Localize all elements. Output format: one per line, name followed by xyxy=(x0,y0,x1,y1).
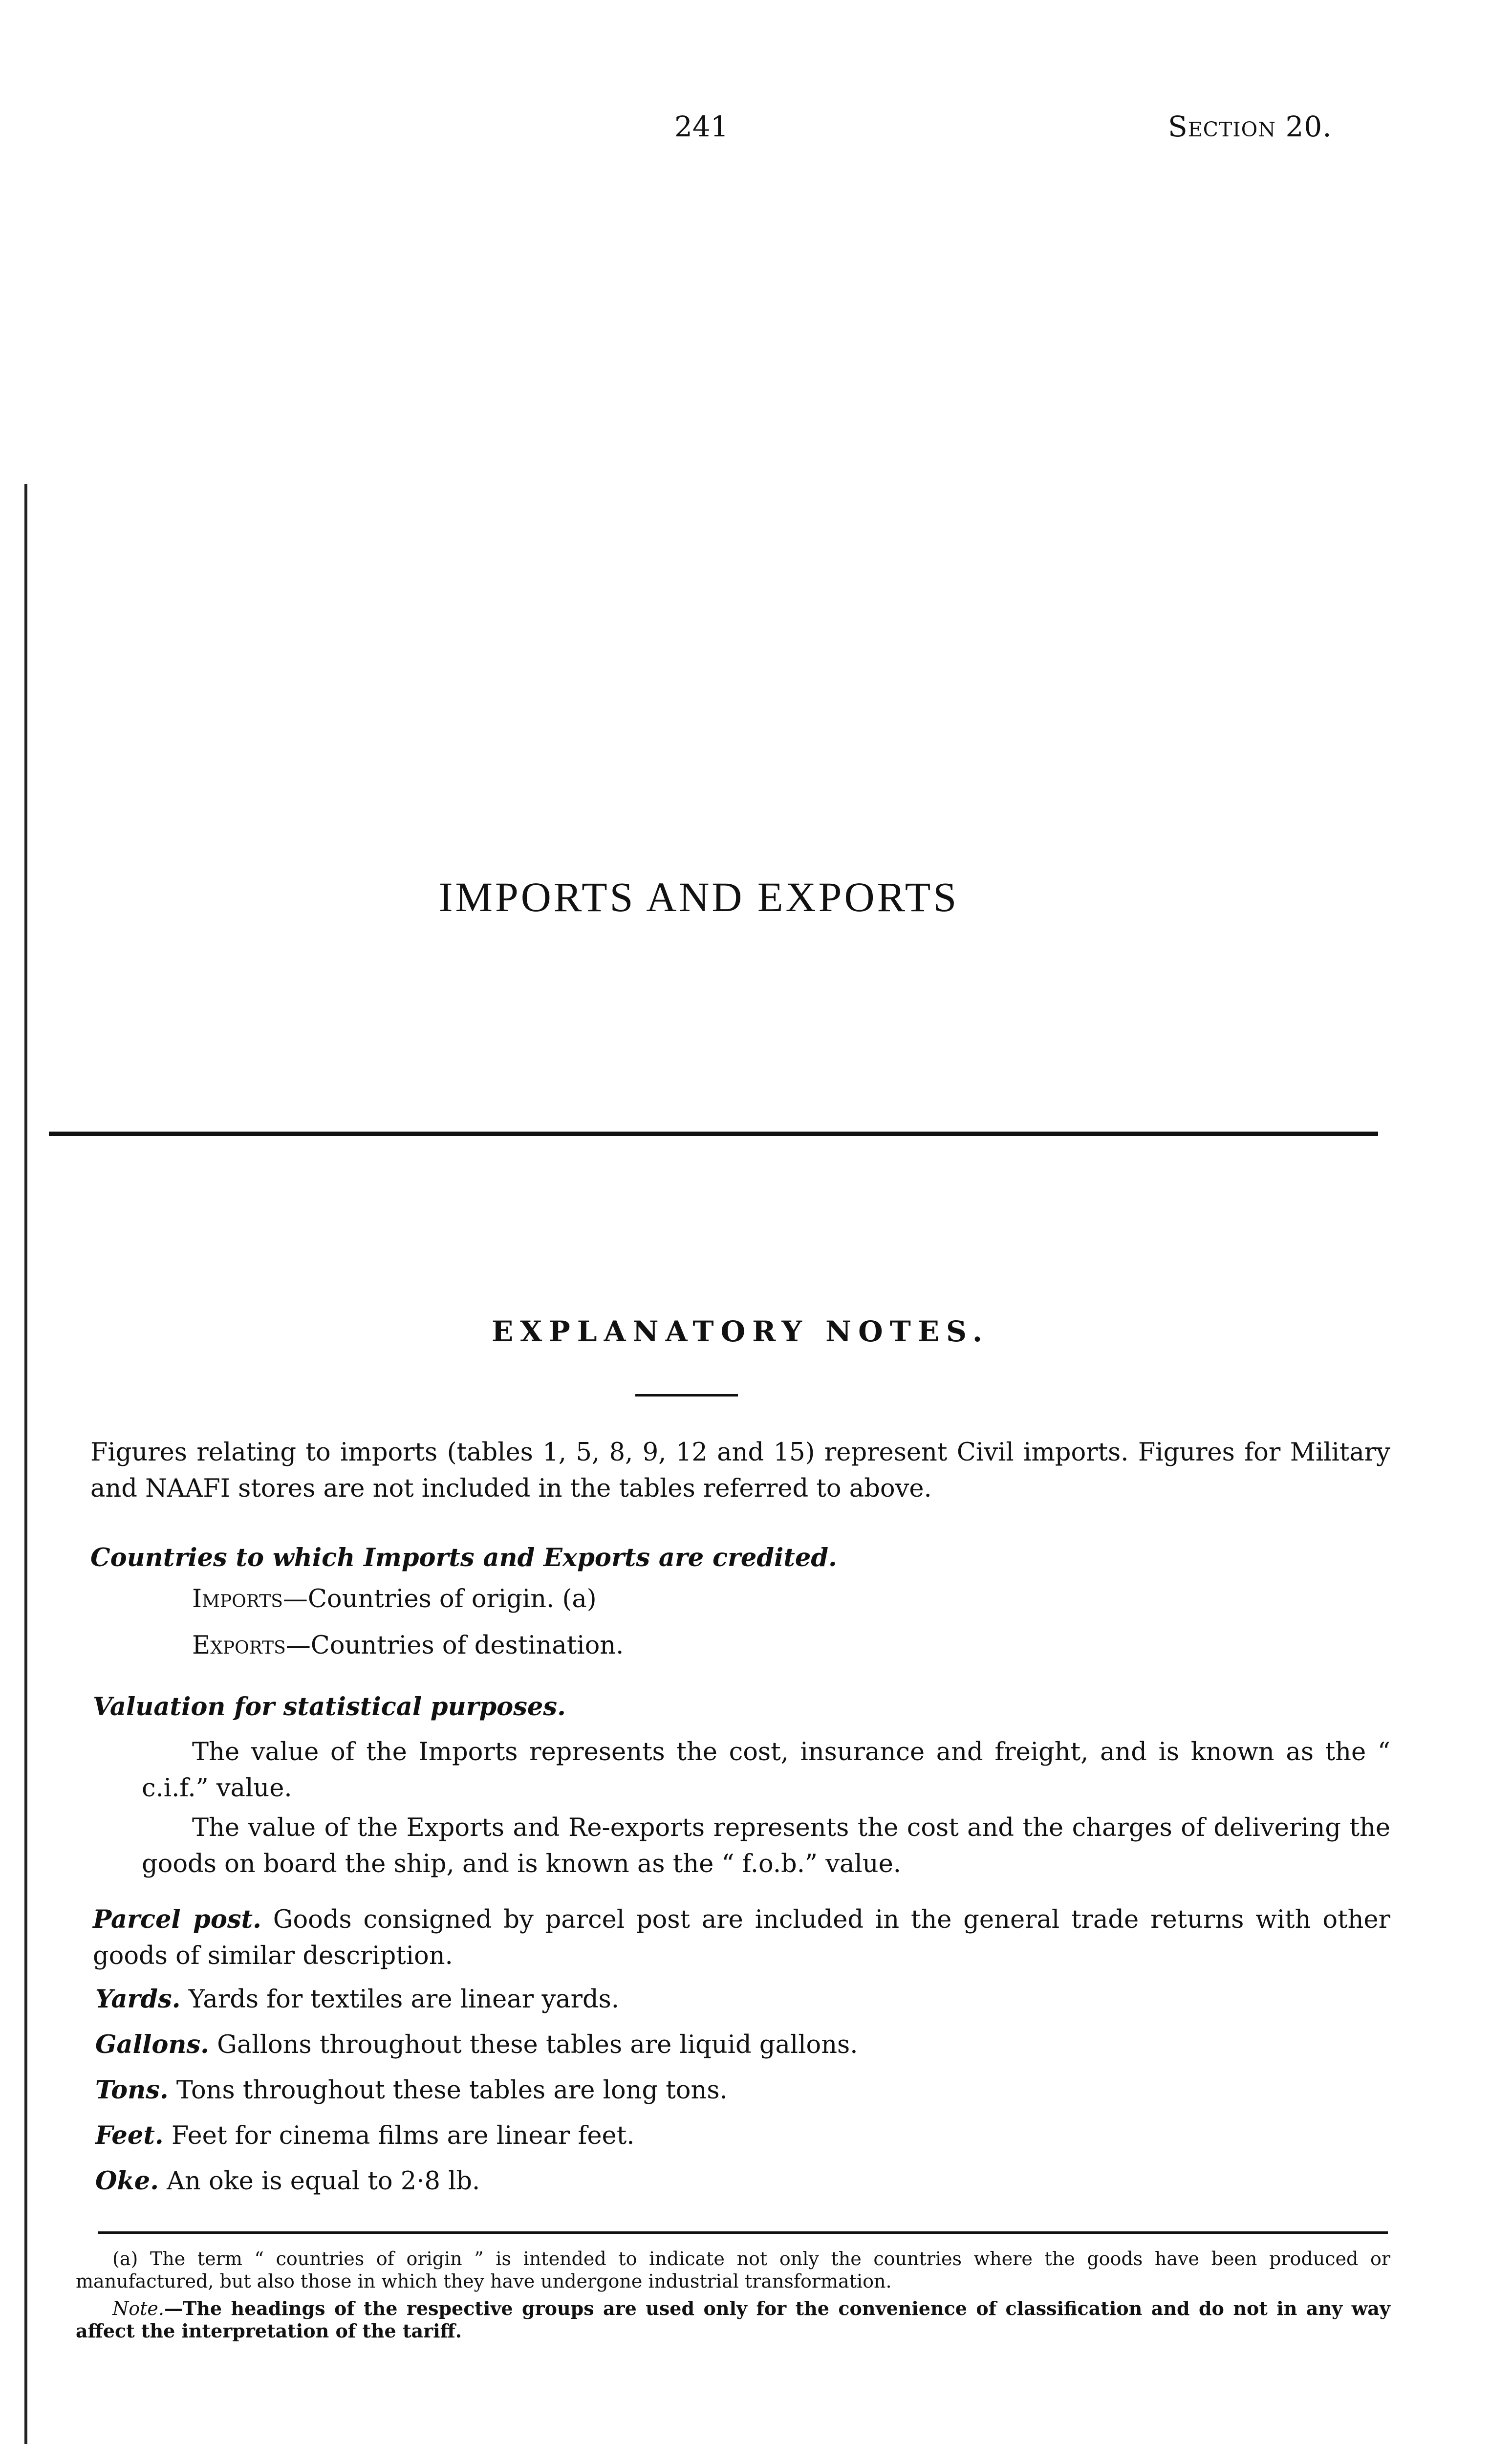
page-title: IMPORTS AND EXPORTS xyxy=(438,873,959,920)
unit-note-tons xyxy=(95,2072,728,2109)
footnote-note-text: —The headings of the respective groups are used only for the convenience of classification and do not in any way affect the interpretation of the tariff. xyxy=(76,2297,1390,2342)
exports-label: Exports xyxy=(192,1631,286,1660)
footnote-a xyxy=(76,2248,1390,2292)
section-label xyxy=(1168,110,1332,143)
parcel-post-paragraph xyxy=(93,1901,1390,1974)
exports-text: —Countries of destination. xyxy=(285,1631,624,1660)
unit-text: Gallons throughout these tables are liquid gallons. xyxy=(209,2030,858,2059)
unit-text: An oke is equal to 2·8 lb. xyxy=(158,2167,480,2196)
section-label-text: Section 20. xyxy=(1168,110,1332,143)
unit-term: Yards. xyxy=(95,1985,181,2014)
unit-note-oke xyxy=(95,2163,480,2200)
notes-heading: EXPLANATORY NOTES. xyxy=(491,1315,990,1348)
valuation-heading: Valuation for statistical purposes. xyxy=(93,1692,566,1722)
imports-text: —Countries of origin. (a) xyxy=(282,1585,597,1614)
parcel-post-term: Parcel post. xyxy=(93,1905,261,1934)
heading-underline xyxy=(635,1394,738,1397)
footnote-a-text: The term “ countries of origin ” is intended to indicate not only the countries where the goods have been produced or manufactured, but also those in which they have undergone industrial transformation. xyxy=(76,2248,1390,2292)
unit-text: Tons throughout these tables are long tons. xyxy=(168,2076,728,2105)
unit-note-feet xyxy=(95,2117,634,2154)
countries-heading: Countries to which Imports and Exports are credited. xyxy=(90,1543,837,1572)
footnote-note xyxy=(76,2297,1390,2342)
footnote-a-mark: (a) xyxy=(112,2248,138,2269)
footnote-note-label: Note. xyxy=(112,2298,164,2319)
footnote-divider xyxy=(98,2231,1388,2234)
unit-term: Feet. xyxy=(95,2121,164,2150)
parcel-post-text: Goods consigned by parcel post are included in the general trade returns with other goods of similar description. xyxy=(93,1905,1390,1970)
page-number: 241 xyxy=(674,110,729,143)
intro-paragraph: Figures relating to imports (tables 1, 5, 8, 9, 12 and 15) represent Civil imports. Figures for Military and NAAFI stores are not included in the tables referred to above. xyxy=(90,1438,1390,1503)
title-divider xyxy=(49,1132,1378,1136)
unit-text: Feet for cinema films are linear feet. xyxy=(163,2121,635,2150)
imports-line xyxy=(192,1581,597,1617)
unit-term: Gallons. xyxy=(95,2030,209,2059)
unit-note-gallons xyxy=(95,2027,858,2063)
valuation-exports-paragraph: The value of the Exports and Re-exports represents the cost and the charges of delivering the goods on board the ship, and is known as the “ f.o.b.” value. xyxy=(142,1813,1390,1878)
exports-line xyxy=(192,1628,624,1664)
unit-term: Tons. xyxy=(95,2075,169,2105)
unit-term: Oke. xyxy=(95,2166,159,2196)
unit-note-yards xyxy=(95,1981,619,2018)
left-margin-rule xyxy=(24,484,27,2444)
unit-text: Yards for textiles are linear yards. xyxy=(180,1985,619,2014)
valuation-imports-paragraph: The value of the Imports represents the cost, insurance and freight, and is known as the “ c.i.f.” value. xyxy=(142,1738,1390,1803)
imports-label: Imports xyxy=(192,1585,283,1614)
